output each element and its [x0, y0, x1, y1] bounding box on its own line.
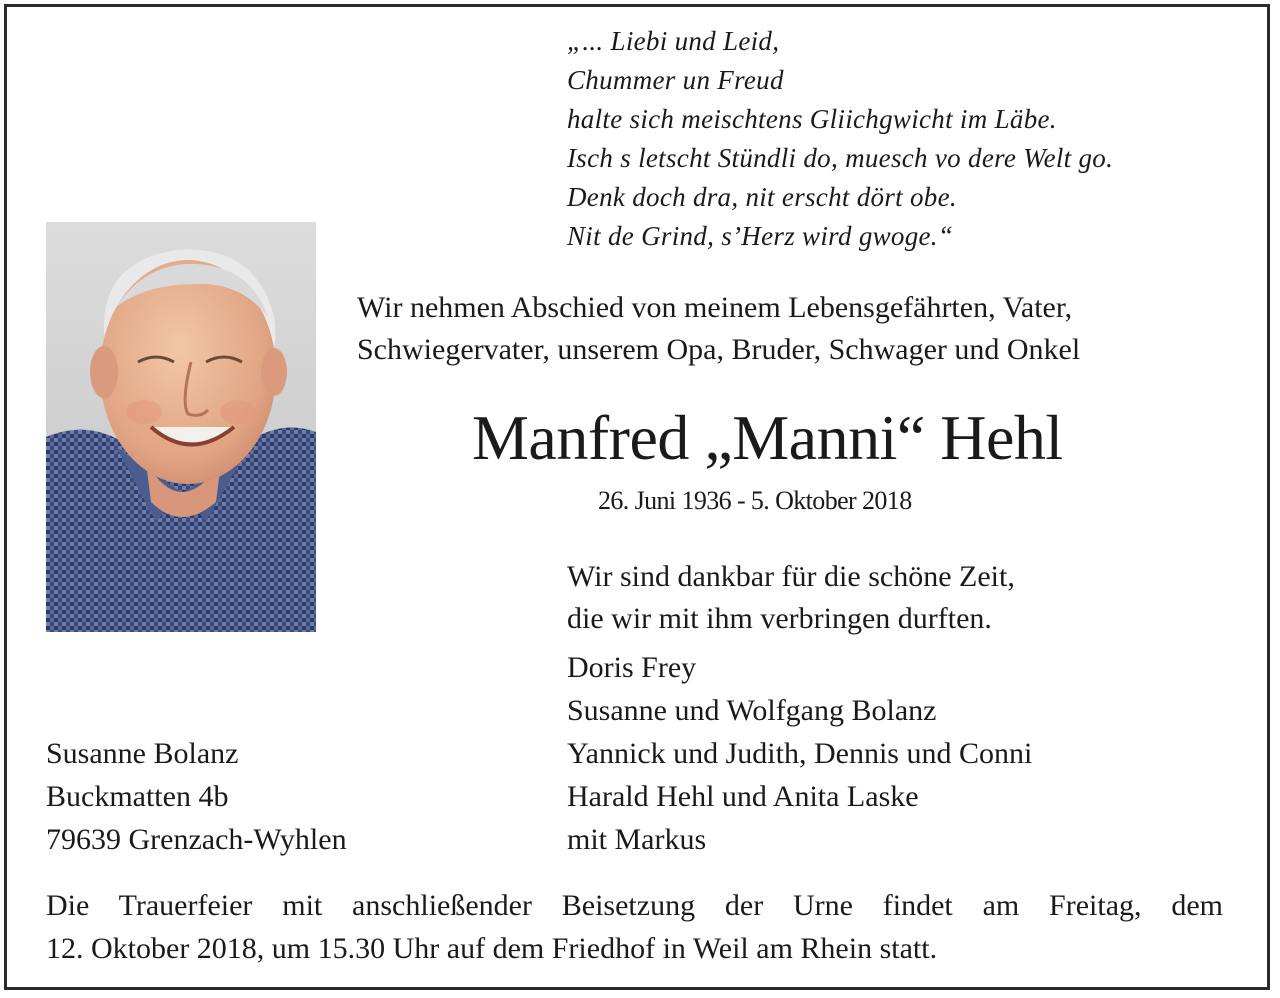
funeral-info [46, 884, 1223, 970]
family-member: Doris Frey [567, 651, 697, 684]
thanks-line: Wir sind dankbar für die schöne Zeit, [567, 560, 1015, 593]
address-city: 79639 Grenzach-Wyhlen [46, 823, 347, 856]
family-member: mit Markus [567, 823, 707, 856]
family-member: Yannick und Judith, Dennis und Conni [567, 737, 1033, 770]
thanks-line: die wir mit ihm verbringen durften. [567, 602, 992, 635]
intro-line: Schwiegervater, unserem Opa, Bruder, Schwager und Onkel [357, 333, 1081, 366]
address-street: Buckmatten 4b [46, 780, 229, 813]
funeral-line: 12. Oktober 2018, um 15.30 Uhr auf dem Friedhof in Weil am Rhein statt. [46, 932, 938, 965]
life-dates: 26. Juni 1936 - 5. Oktober 2018 [598, 486, 912, 515]
contact-address [46, 732, 347, 861]
poem-line: „... Liebi und Leid, [567, 26, 780, 56]
funeral-line: Die Trauerfeier mit anschließender Beisetzung der Urne findet am Freitag, dem [46, 889, 1223, 922]
intro-line: Wir nehmen Abschied von meinem Lebensgefährten, Vater, [357, 291, 1073, 324]
portrait-photo [46, 222, 316, 632]
poem-line: halte sich meischtens Gliichgwicht im Läbe. [567, 104, 1057, 134]
family-member: Susanne und Wolfgang Bolanz [567, 694, 937, 727]
family-member: Harald Hehl und Anita Laske [567, 780, 919, 813]
poem-line: Chummer un Freud [567, 65, 784, 95]
farewell-intro [357, 287, 1080, 371]
poem [567, 22, 1113, 256]
family-list [567, 646, 1032, 861]
thanks-text [567, 556, 1015, 640]
poem-line: Nit de Grind, s’Herz wird gwoge.“ [567, 221, 954, 251]
address-name: Susanne Bolanz [46, 737, 239, 770]
poem-line: Isch s letscht Stündli do, muesch vo dere Welt go. [567, 143, 1114, 173]
poem-line: Denk doch dra, nit erscht dört obe. [567, 182, 957, 212]
deceased-name: Manfred „Manni“ Hehl [472, 402, 1063, 473]
